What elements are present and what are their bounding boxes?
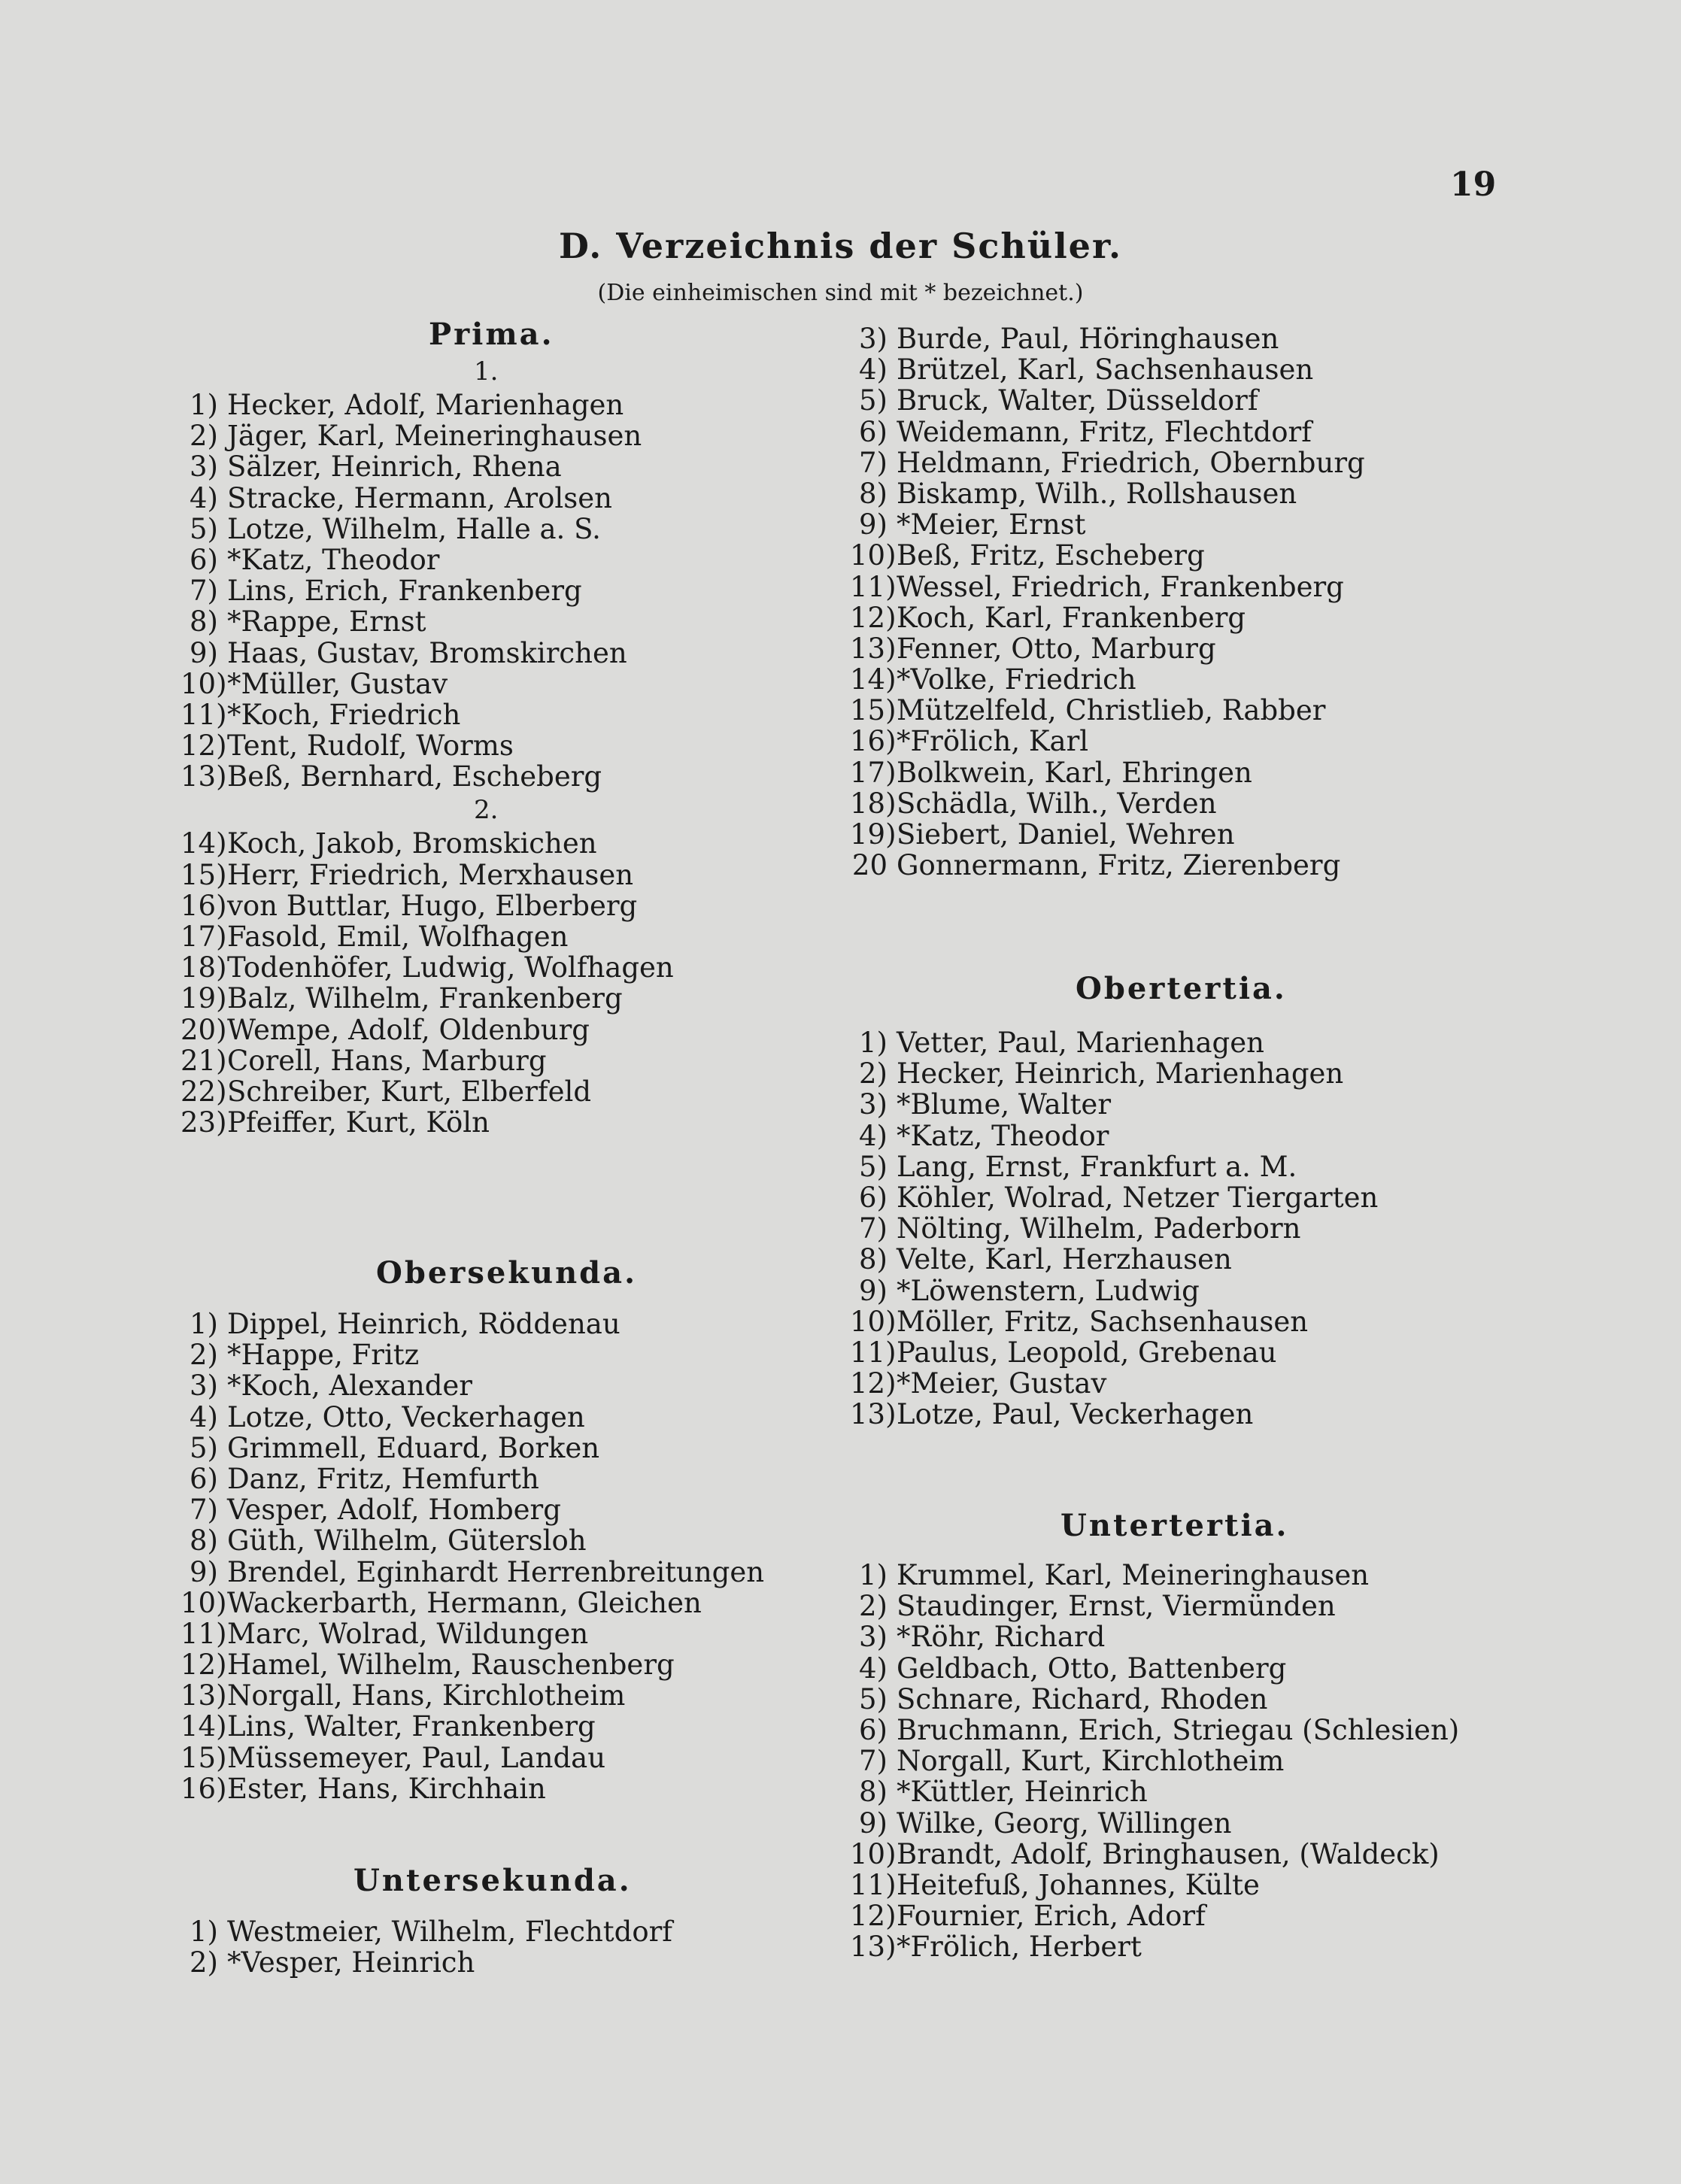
student-name: Müssemeyer, Paul, Landau <box>227 1741 606 1774</box>
entry-number: 7) <box>190 1494 218 1527</box>
entry-number: 3) <box>859 1088 888 1121</box>
entry-number: 9) <box>859 1806 888 1840</box>
student-entry <box>850 540 1497 571</box>
student-name: *Vesper, Heinrich <box>227 1946 475 1979</box>
entry-number: 1) <box>859 1027 888 1059</box>
student-name: Biskamp, Wilh., Rollshausen <box>897 477 1297 510</box>
student-entry <box>850 1621 1497 1652</box>
entry-number: 9) <box>859 1274 888 1307</box>
student-entry <box>181 1588 842 1618</box>
entry-number: 13) <box>850 1931 897 1964</box>
student-name: *Meier, Ernst <box>897 508 1086 541</box>
entry-number: 2) <box>859 1590 888 1623</box>
entry-number: 15) <box>181 858 227 891</box>
entry-number: 12) <box>181 730 227 763</box>
entry-number: 23) <box>181 1106 227 1139</box>
entry-number: 17) <box>181 921 227 953</box>
entry-number: 10) <box>181 1586 227 1619</box>
student-name: Bruchmann, Erich, Striegau (Schlesien) <box>897 1713 1460 1746</box>
student-entry <box>850 1684 1497 1715</box>
entry-number: 2) <box>190 1946 218 1979</box>
student-entry <box>181 983 842 1014</box>
section-untertertia <box>850 1507 1497 1962</box>
student-entry <box>181 1743 842 1773</box>
student-entry <box>181 828 842 859</box>
student-name: Balz, Wilhelm, Frankenberg <box>227 982 623 1015</box>
student-name: Danz, Fritz, Hemfurth <box>227 1462 539 1495</box>
entry-number: 7) <box>859 1745 888 1778</box>
student-name: Ester, Hans, Kirchhain <box>227 1772 546 1805</box>
entry-number: 20) <box>181 1013 227 1046</box>
student-name: Lang, Ernst, Frankfurt a. M. <box>897 1150 1297 1183</box>
student-name: Norgall, Hans, Kirchlotheim <box>227 1679 626 1712</box>
student-name: Güth, Wilhelm, Gütersloh <box>227 1524 587 1558</box>
entry-number: 1) <box>859 1559 888 1591</box>
student-entry <box>850 1337 1497 1368</box>
student-entry <box>181 1711 842 1742</box>
prima-list-1 <box>181 390 842 792</box>
student-name: Norgall, Kurt, Kirchlotheim <box>897 1745 1285 1778</box>
student-name: Bruck, Walter, Düsseldorf <box>897 384 1258 417</box>
student-entry <box>181 1773 842 1804</box>
student-entry <box>850 1776 1497 1807</box>
student-name: Heldmann, Friedrich, Obernburg <box>897 446 1365 479</box>
student-name: Möller, Fritz, Sachsenhausen <box>897 1305 1309 1338</box>
student-entry <box>850 478 1497 509</box>
student-entry <box>850 1182 1497 1213</box>
student-name: Schreiber, Kurt, Elberfeld <box>227 1075 591 1108</box>
student-entry <box>181 1618 842 1649</box>
student-entry <box>850 1244 1497 1275</box>
entry-number: 14) <box>181 1710 227 1743</box>
student-name: Koch, Jakob, Bromskichen <box>227 827 597 860</box>
student-entry <box>181 1402 842 1433</box>
student-entry <box>850 1276 1497 1306</box>
student-entry <box>850 1058 1497 1089</box>
student-entry <box>850 1121 1497 1151</box>
student-name: Köhler, Wolrad, Netzer Tiergarten <box>897 1181 1379 1214</box>
entry-number: 13) <box>181 760 227 793</box>
entry-number: 11) <box>850 570 897 603</box>
student-entry <box>181 575 842 606</box>
entry-number: 7) <box>859 446 888 479</box>
student-entry <box>850 1368 1497 1399</box>
student-name: *Meier, Gustav <box>897 1367 1107 1400</box>
student-entry <box>181 890 842 921</box>
untersekunda-continued-list <box>850 323 1497 881</box>
student-name: Heitefuß, Johannes, Külte <box>897 1868 1260 1901</box>
student-entry <box>181 669 842 699</box>
student-entry <box>181 390 842 420</box>
student-entry <box>850 1089 1497 1120</box>
student-entry <box>850 1653 1497 1684</box>
student-name: *Katz, Theodor <box>897 1119 1109 1152</box>
student-name: Tent, Rudolf, Worms <box>227 730 514 763</box>
section-prima <box>181 316 842 1138</box>
student-name: Todenhöfer, Ludwig, Wolfhagen <box>227 951 674 984</box>
student-entry <box>181 451 842 482</box>
entry-number: 5) <box>859 384 888 417</box>
student-name: Haas, Gustav, Bromskirchen <box>227 636 627 669</box>
student-name: *Frölich, Herbert <box>897 1931 1142 1964</box>
student-entry <box>181 952 842 983</box>
entry-number: 12) <box>181 1649 227 1682</box>
student-entry <box>181 1557 842 1588</box>
student-name: Burde, Paul, Höringhausen <box>897 323 1279 355</box>
student-entry <box>181 699 842 730</box>
entry-number: 9) <box>190 1555 218 1588</box>
student-entry <box>181 606 842 637</box>
entry-number: 5) <box>859 1682 888 1715</box>
student-name: *Löwenstern, Ludwig <box>897 1274 1200 1307</box>
student-name: Westmeier, Wilhelm, Flechtdorf <box>227 1916 672 1948</box>
student-entry <box>850 850 1497 881</box>
student-entry <box>850 1591 1497 1621</box>
student-name: *Rappe, Ernst <box>227 605 426 639</box>
student-name: Geldbach, Otto, Battenberg <box>897 1652 1287 1685</box>
student-entry <box>850 633 1497 664</box>
student-name: Pfeiffer, Kurt, Köln <box>227 1106 490 1139</box>
student-entry <box>850 695 1497 726</box>
student-name: Koch, Karl, Frankenberg <box>897 601 1246 634</box>
student-entry <box>850 572 1497 602</box>
section-untersekunda-continued <box>850 323 1497 881</box>
student-name: Schädla, Wilh., Verden <box>897 787 1217 820</box>
student-entry <box>850 1715 1497 1746</box>
entry-number: 7) <box>190 575 218 608</box>
entry-number: 3) <box>190 1370 218 1403</box>
entry-number: 4) <box>859 1119 888 1152</box>
student-entry <box>181 420 842 451</box>
entry-number: 4) <box>190 1400 218 1433</box>
entry-number: 19) <box>181 982 227 1015</box>
student-name: Paulus, Leopold, Grebenau <box>897 1336 1277 1369</box>
entry-number: 11) <box>181 698 227 731</box>
student-name: Wackerbarth, Hermann, Gleichen <box>227 1586 702 1619</box>
entry-number: 11) <box>850 1868 897 1901</box>
entry-number: 19) <box>850 818 897 851</box>
student-entry <box>181 638 842 669</box>
section-heading-untersekunda: Untersekunda. <box>353 1863 632 1898</box>
student-entry <box>850 602 1497 633</box>
entry-number: 18) <box>850 787 897 820</box>
entry-number: 1) <box>190 1916 218 1948</box>
student-entry <box>850 417 1497 447</box>
student-name: von Buttlar, Hugo, Elberberg <box>227 889 638 922</box>
entry-number: 6) <box>859 1181 888 1214</box>
student-entry <box>850 1900 1497 1931</box>
student-name: Brandt, Adolf, Bringhausen, (Waldeck) <box>897 1837 1440 1870</box>
student-name: Dippel, Heinrich, Röddenau <box>227 1308 621 1340</box>
student-name: Corell, Hans, Marburg <box>227 1044 547 1077</box>
entry-number: 11) <box>181 1617 227 1650</box>
entry-number: 22) <box>181 1075 227 1108</box>
student-entry <box>181 1309 842 1339</box>
student-name: Wempe, Adolf, Oldenburg <box>227 1013 590 1046</box>
student-name: Wessel, Friedrich, Frankenberg <box>897 570 1344 603</box>
entry-number: 9) <box>859 508 888 541</box>
student-entry <box>181 1107 842 1138</box>
untersekunda-list <box>181 1916 842 1978</box>
student-name: Lins, Walter, Frankenberg <box>227 1710 596 1743</box>
student-name: Nölting, Wilhelm, Paderborn <box>897 1212 1301 1245</box>
prima-group-2: 2. <box>474 795 499 826</box>
student-name: Beß, Fritz, Escheberg <box>897 539 1205 572</box>
student-entry <box>850 757 1497 788</box>
student-entry <box>181 1015 842 1045</box>
student-name: *Koch, Alexander <box>227 1370 472 1403</box>
student-entry <box>181 1916 842 1947</box>
student-entry <box>850 664 1497 695</box>
entry-number: 14) <box>850 663 897 696</box>
obertertia-list <box>850 1027 1497 1430</box>
student-entry <box>850 1839 1497 1870</box>
student-name: Vesper, Adolf, Homberg <box>227 1494 561 1527</box>
student-name: Staudinger, Ernst, Viermünden <box>897 1590 1336 1623</box>
entry-number: 8) <box>190 605 218 639</box>
section-heading-untertertia: Untertertia. <box>1060 1508 1289 1543</box>
entry-number: 6) <box>859 415 888 448</box>
student-entry <box>181 1525 842 1556</box>
student-entry <box>850 819 1497 850</box>
student-name: Sälzer, Heinrich, Rhena <box>227 450 562 484</box>
student-name: Fenner, Otto, Marburg <box>897 632 1216 665</box>
student-entry <box>181 514 842 544</box>
student-name: Weidemann, Fritz, Flechtdorf <box>897 415 1312 448</box>
entry-number: 1) <box>190 389 218 421</box>
student-entry <box>850 1306 1497 1337</box>
entry-number: 20 <box>851 849 888 882</box>
entry-number: 5) <box>190 1431 218 1464</box>
student-name: Gonnermann, Fritz, Zierenberg <box>897 849 1341 882</box>
student-entry <box>850 385 1497 416</box>
student-entry <box>850 447 1497 478</box>
student-name: Siebert, Daniel, Wehren <box>897 818 1235 851</box>
student-name: Vetter, Paul, Marienhagen <box>897 1027 1264 1059</box>
entry-number: 18) <box>181 951 227 984</box>
section-obertertia <box>850 970 1497 1430</box>
section-heading-obertertia: Obertertia. <box>1076 971 1287 1006</box>
student-entry <box>181 544 842 575</box>
section-untersekunda <box>181 1862 842 1978</box>
student-name: Jäger, Karl, Meineringhausen <box>227 420 642 453</box>
student-entry <box>181 1680 842 1711</box>
student-entry <box>181 483 842 514</box>
entry-number: 2) <box>190 1339 218 1372</box>
entry-number: 5) <box>190 512 218 545</box>
entry-number: 15) <box>850 694 897 727</box>
obersekunda-list <box>181 1309 842 1804</box>
student-name: *Koch, Friedrich <box>227 698 461 731</box>
student-name: Krummel, Karl, Meineringhausen <box>897 1559 1370 1591</box>
entry-number: 16) <box>850 725 897 758</box>
student-name: *Happe, Fritz <box>227 1339 420 1372</box>
student-name: Lotze, Wilhelm, Halle a. S. <box>227 512 601 545</box>
student-name: *Küttler, Heinrich <box>897 1776 1148 1809</box>
entry-number: 13) <box>850 632 897 665</box>
student-name: *Röhr, Richard <box>897 1621 1106 1654</box>
student-name: Beß, Bernhard, Escheberg <box>227 760 602 793</box>
entry-number: 3) <box>859 323 888 355</box>
entry-number: 16) <box>181 1772 227 1805</box>
page-title: D. Verzeichnis der Schüler. <box>559 226 1122 266</box>
entry-number: 12) <box>850 1900 897 1933</box>
student-entry <box>850 354 1497 385</box>
entry-number: 8) <box>859 477 888 510</box>
student-name: Hecker, Adolf, Marienhagen <box>227 389 624 421</box>
student-name: *Katz, Theodor <box>227 543 440 576</box>
entry-number: 6) <box>190 543 218 576</box>
student-entry <box>181 1464 842 1494</box>
student-name: Herr, Friedrich, Merxhausen <box>227 858 634 891</box>
student-name: Grimmell, Eduard, Borken <box>227 1431 600 1464</box>
student-entry <box>181 1433 842 1464</box>
student-name: Brützel, Karl, Sachsenhausen <box>897 353 1314 387</box>
untertertia-list <box>850 1560 1497 1962</box>
student-entry <box>850 1560 1497 1591</box>
student-entry <box>181 1045 842 1076</box>
entry-number: 10) <box>850 539 897 572</box>
student-entry <box>850 1746 1497 1776</box>
entry-number: 2) <box>190 420 218 453</box>
entry-number: 12) <box>850 601 897 634</box>
student-entry <box>181 1494 842 1525</box>
student-name: Stracke, Hermann, Arolsen <box>227 481 612 514</box>
student-entry <box>850 1213 1497 1244</box>
entry-number: 12) <box>850 1367 897 1400</box>
entry-number: 8) <box>859 1243 888 1276</box>
entry-number: 6) <box>859 1713 888 1746</box>
student-name: Hamel, Wilhelm, Rauschenberg <box>227 1649 675 1682</box>
entry-number: 4) <box>190 481 218 514</box>
entry-number: 11) <box>850 1336 897 1369</box>
entry-number: 3) <box>859 1621 888 1654</box>
student-name: Schnare, Richard, Rhoden <box>897 1682 1268 1715</box>
student-entry <box>181 860 842 890</box>
entry-number: 4) <box>859 353 888 387</box>
entry-number: 3) <box>190 450 218 484</box>
student-entry <box>181 1370 842 1401</box>
entry-number: 10) <box>181 667 227 700</box>
entry-number: 8) <box>190 1524 218 1558</box>
student-entry <box>850 1151 1497 1182</box>
student-name: Brendel, Eginhardt Herrenbreitungen <box>227 1555 765 1588</box>
student-entry <box>181 1947 842 1978</box>
student-entry <box>850 1027 1497 1058</box>
section-obersekunda <box>181 1254 842 1804</box>
student-name: Fasold, Emil, Wolfhagen <box>227 921 569 953</box>
student-entry <box>181 761 842 792</box>
student-entry <box>181 921 842 952</box>
page-subtitle: (Die einheimischen sind mit * bezeichnet.) <box>597 280 1084 306</box>
entry-number: 16) <box>181 889 227 922</box>
student-entry <box>850 726 1497 757</box>
student-name: Wilke, Georg, Willingen <box>897 1806 1232 1840</box>
student-name: Fournier, Erich, Adorf <box>897 1900 1206 1933</box>
student-name: Hecker, Heinrich, Marienhagen <box>897 1057 1344 1090</box>
entry-number: 13) <box>181 1679 227 1712</box>
student-name: *Volke, Friedrich <box>897 663 1136 696</box>
student-entry <box>181 1076 842 1107</box>
student-entry <box>181 1339 842 1370</box>
student-name: *Müller, Gustav <box>227 667 448 700</box>
student-name: Lotze, Otto, Veckerhagen <box>227 1400 585 1433</box>
student-name: Lotze, Paul, Veckerhagen <box>897 1398 1254 1431</box>
section-heading-prima: Prima. <box>429 317 554 352</box>
student-entry <box>850 509 1497 540</box>
entry-number: 6) <box>190 1462 218 1495</box>
entry-number: 1) <box>190 1308 218 1340</box>
entry-number: 2) <box>859 1057 888 1090</box>
student-name: Mützelfeld, Christlieb, Rabber <box>897 694 1326 727</box>
student-name: *Blume, Walter <box>897 1088 1112 1121</box>
student-name: Marc, Wolrad, Wildungen <box>227 1617 589 1650</box>
entry-number: 8) <box>859 1776 888 1809</box>
entry-number: 10) <box>850 1837 897 1870</box>
entry-number: 9) <box>190 636 218 669</box>
entry-number: 17) <box>850 756 897 789</box>
student-name: Bolkwein, Karl, Ehringen <box>897 756 1252 789</box>
student-entry <box>850 1870 1497 1900</box>
entry-number: 21) <box>181 1044 227 1077</box>
entry-number: 5) <box>859 1150 888 1183</box>
student-entry <box>850 1399 1497 1430</box>
prima-list-2 <box>181 828 842 1138</box>
student-entry <box>850 1808 1497 1839</box>
student-entry <box>181 730 842 761</box>
entry-number: 7) <box>859 1212 888 1245</box>
entry-number: 14) <box>181 827 227 860</box>
student-entry <box>181 1649 842 1680</box>
student-name: Lins, Erich, Frankenberg <box>227 575 582 608</box>
student-entry <box>850 323 1497 354</box>
student-entry <box>850 788 1497 819</box>
page-number: 19 <box>1450 165 1497 204</box>
student-name: *Frölich, Karl <box>897 725 1089 758</box>
student-entry <box>850 1931 1497 1962</box>
section-heading-obersekunda: Obersekunda. <box>376 1255 637 1291</box>
entry-number: 10) <box>850 1305 897 1338</box>
entry-number: 15) <box>181 1741 227 1774</box>
entry-number: 4) <box>859 1652 888 1685</box>
student-name: Velte, Karl, Herzhausen <box>897 1243 1232 1276</box>
prima-group-1: 1. <box>474 356 499 387</box>
entry-number: 13) <box>850 1398 897 1431</box>
